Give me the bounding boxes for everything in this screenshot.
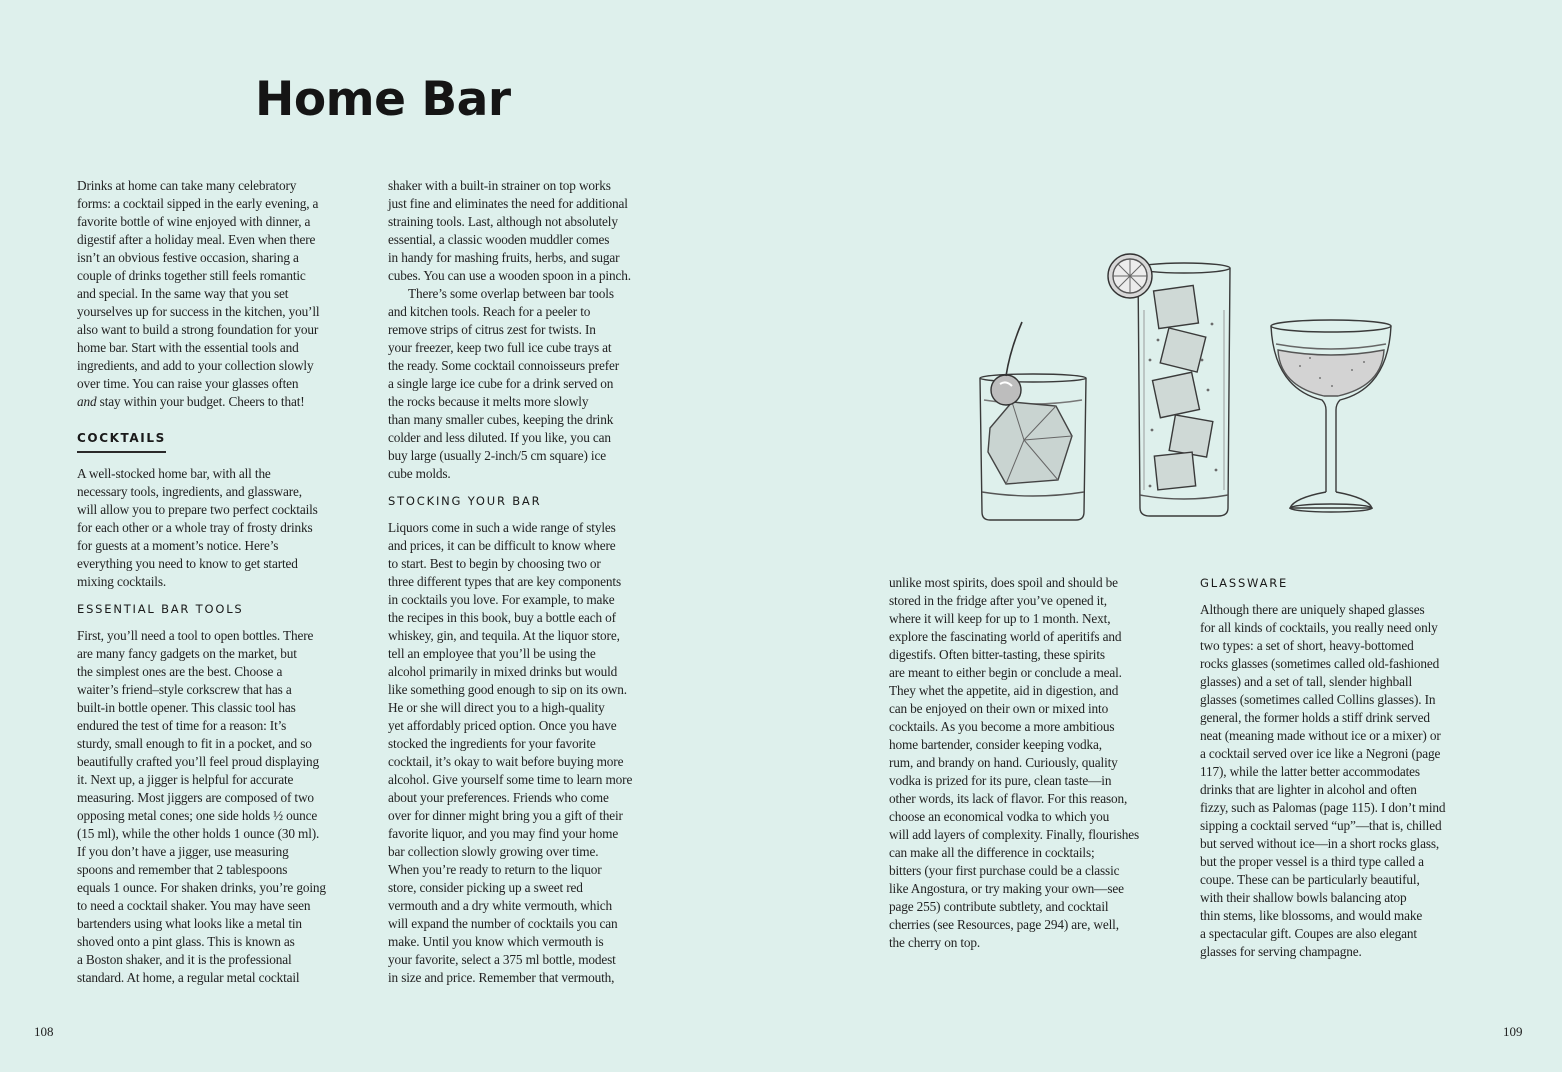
text-line: are meant to either begin or conclude a meal.	[889, 665, 1122, 680]
text-line: over time. You can raise your glasses often	[77, 376, 299, 391]
text-line: shaker with a built-in strainer on top works	[388, 178, 611, 193]
text-line: are many fancy gadgets on the market, but	[77, 646, 297, 661]
text-line: opposing metal cones; one side holds ½ ounce	[77, 808, 318, 823]
text-line: your favorite, select a 375 ml bottle, modest	[388, 952, 616, 967]
intro-emphasis: and	[77, 394, 97, 409]
text-line: drinks that are lighter in alcohol and often	[1200, 782, 1417, 797]
text-line: spoons and remember that 2 tablespoons	[77, 862, 288, 877]
essential-bar-tools-heading: ESSENTIAL BAR TOOLS	[77, 602, 244, 616]
text-line: just fine and eliminates the need for additional	[388, 196, 628, 211]
text-line: A well-stocked home bar, with all the	[77, 466, 271, 481]
text-line: rum, and brandy on hand. Curiously, quality	[889, 755, 1118, 770]
right-page-number: 109	[1503, 1024, 1523, 1039]
text-line: other words, its lack of flavor. For this reason,	[889, 791, 1128, 806]
text-line: will expand the number of cocktails you can	[388, 916, 618, 931]
text-line: thin stems, like blossoms, and would make	[1200, 908, 1423, 923]
text-line: home bar. Start with the essential tools and	[77, 340, 299, 355]
text-line: digestif after a holiday meal. Even when there	[77, 232, 316, 247]
intro-last-rest: stay within your budget. Cheers to that!	[96, 394, 305, 409]
text-line: If you don’t have a jigger, use measuring	[77, 844, 289, 859]
text-line: essential, a classic wooden muddler comes	[388, 232, 610, 247]
text-line: for all kinds of cocktails, you really need only	[1200, 620, 1438, 635]
text-line: choose an economical vodka to which you	[889, 809, 1110, 824]
text-line: general, the former holds a stiff drink served	[1200, 710, 1430, 725]
highball-glass-icon	[1108, 254, 1230, 516]
text-line: First, you’ll need a tool to open bottles. There	[77, 628, 314, 643]
text-line: glasses) and a set of tall, slender highball	[1200, 674, 1413, 689]
text-line: yet affordably priced option. Once you have	[388, 718, 617, 733]
text-line: store, consider picking up a sweet red	[388, 880, 583, 895]
text-line: the ready. Some cocktail connoisseurs prefer	[388, 358, 620, 373]
text-line: and special. In the same way that you set	[77, 286, 289, 301]
text-line: a Boston shaker, and it is the professional	[77, 952, 292, 967]
text-line: alcohol. Give yourself some time to learn more	[388, 772, 633, 787]
text-line: sturdy, small enough to fit in a pocket, and so	[77, 736, 312, 751]
text-line: Although there are uniquely shaped glasses	[1200, 602, 1425, 617]
text-line: cube molds.	[388, 466, 451, 481]
text-line: measuring. Most jiggers are composed of two	[77, 790, 314, 805]
bar-tools-paragraph	[77, 627, 369, 987]
text-line: than many smaller cubes, keeping the drink	[388, 412, 614, 427]
text-line: the cherry on top.	[889, 935, 981, 950]
text-line: like something good enough to sip on its own.	[388, 682, 627, 697]
spirits-paragraph	[889, 574, 1181, 952]
text-line: will add layers of complexity. Finally, flourishes	[889, 827, 1140, 842]
bar-tools-continued-paragraph	[388, 177, 680, 285]
text-line: and prices, it can be difficult to know where	[388, 538, 616, 553]
text-line: and kitchen tools. Reach for a peeler to	[388, 304, 591, 319]
text-line: cubes. You can use a wooden spoon in a pinch.	[388, 268, 631, 283]
text-line: for each other or a whole tray of frosty drinks	[77, 520, 313, 535]
text-line: to need a cocktail shaker. You may have seen	[77, 898, 311, 913]
text-line: glasses for serving champagne.	[1200, 944, 1362, 959]
text-line: beautifully crafted you’ll feel proud displaying	[77, 754, 320, 769]
cocktail-glasses-illustration	[960, 240, 1500, 540]
text-line: couple of drinks together still feels romantic	[77, 268, 306, 283]
text-line: cocktails. As you become a more ambitious	[889, 719, 1115, 734]
text-line: three different types that are key components	[388, 574, 621, 589]
text-line: They whet the appetite, aid in digestion, and	[889, 683, 1119, 698]
text-line: about your preferences. Friends who come	[388, 790, 609, 805]
text-line: Liquors come in such a wide range of styles	[388, 520, 616, 535]
cocktails-paragraph	[77, 465, 369, 591]
text-line: yourselves up for success in the kitchen, you’ll	[77, 304, 320, 319]
text-line: a spectacular gift. Coupes are also elegant	[1200, 926, 1417, 941]
text-line: remove strips of citrus zest for twists. In	[388, 322, 596, 337]
text-line: to start. Best to begin by choosing two or	[388, 556, 601, 571]
text-line: rocks glasses (sometimes called old-fashioned	[1200, 656, 1440, 671]
text-line: vodka is prized for its pure, clean taste—in	[889, 773, 1112, 788]
text-line: a single large ice cube for a drink served on	[388, 376, 614, 391]
text-line: mixing cocktails.	[77, 574, 167, 589]
text-line: shoved onto a pint glass. This is known as	[77, 934, 295, 949]
text-line: equals 1 ounce. For shaken drinks, you’re going	[77, 880, 326, 895]
text-line: sipping a cocktail served “up”—that is, chilled	[1200, 818, 1442, 833]
column-1	[77, 177, 369, 987]
text-line: ingredients, and add to your collection slowly	[77, 358, 314, 373]
text-line: fizzy, such as Palomas (page 115). I don’t mind	[1200, 800, 1446, 815]
column-2	[388, 177, 680, 987]
text-line: unlike most spirits, does spoil and should be	[889, 575, 1118, 590]
column-3	[889, 574, 1181, 952]
left-page-number: 108	[34, 1024, 54, 1039]
coupe-glass-icon	[1271, 320, 1391, 512]
text-line: stored in the fridge after you’ve opened it,	[889, 593, 1107, 608]
text-line: favorite bottle of wine enjoyed with dinner, a	[77, 214, 311, 229]
text-line: for guests at a moment’s notice. Here’s	[77, 538, 279, 553]
text-line: built-in bottle opener. This classic tool has	[77, 700, 296, 715]
glassware-paragraph	[1200, 601, 1492, 961]
text-line: where it will keep for up to 1 month. Next,	[889, 611, 1111, 626]
stocking-paragraph	[388, 519, 680, 987]
text-line: waiter’s friend–style corkscrew that has a	[77, 682, 292, 697]
text-line: whiskey, gin, and tequila. At the liquor store,	[388, 628, 620, 643]
text-line: digestifs. Often bitter-tasting, these spirits	[889, 647, 1105, 662]
text-line: the simplest ones are the best. Choose a	[77, 664, 283, 679]
text-line: forms: a cocktail sipped in the early evening, a	[77, 196, 319, 211]
text-line: your freezer, keep two full ice cube trays at	[388, 340, 612, 355]
text-line: endured the test of time for a reason: It’s	[77, 718, 287, 733]
text-line: bitters (your first purchase could be a classic	[889, 863, 1120, 878]
intro-last-line	[77, 393, 369, 411]
text-line: standard. At home, a regular metal cocktail	[77, 970, 300, 985]
text-line: neat (meaning made without ice or a mixer) or	[1200, 728, 1441, 743]
text-line: but the proper vessel is a third type called a	[1200, 854, 1424, 869]
text-line: everything you need to know to get started	[77, 556, 298, 571]
cocktails-heading: COCKTAILS	[77, 429, 166, 453]
text-line: in size and price. Remember that vermouth,	[388, 970, 615, 985]
text-line: like Angostura, or try making your own—see	[889, 881, 1124, 896]
text-line: two types: a set of short, heavy-bottomed	[1200, 638, 1414, 653]
text-line: favorite liquor, and you may find your home	[388, 826, 619, 841]
rocks-glass-icon	[980, 322, 1086, 520]
text-line: There’s some overlap between bar tools	[408, 286, 614, 301]
text-line: bartenders using what looks like a metal tin	[77, 916, 302, 931]
text-line: can make all the difference in cocktails;	[889, 845, 1095, 860]
text-line: He or she will direct you to a high-quality	[388, 700, 605, 715]
stocking-your-bar-heading: STOCKING YOUR BAR	[388, 494, 542, 508]
page-title: Home Bar	[255, 72, 511, 127]
text-line: a cocktail served over ice like a Negroni (page	[1200, 746, 1441, 761]
text-line: glasses (sometimes called Collins glasses). In	[1200, 692, 1436, 707]
text-line: coupe. These can be particularly beautiful,	[1200, 872, 1420, 887]
overlap-paragraph	[388, 285, 680, 483]
glassware-heading: GLASSWARE	[1200, 576, 1289, 590]
text-line: When you’re ready to return to the liquor	[388, 862, 602, 877]
text-line: in handy for mashing fruits, herbs, and sugar	[388, 250, 620, 265]
text-line: it. Next up, a jigger is helpful for accurate	[77, 772, 294, 787]
text-line: explore the fascinating world of aperitifs and	[889, 629, 1122, 644]
text-line: will allow you to prepare two perfect cocktails	[77, 502, 318, 517]
text-line: cherries (see Resources, page 294) are, well,	[889, 917, 1119, 932]
text-line: necessary tools, ingredients, and glassware,	[77, 484, 302, 499]
text-line: the recipes in this book, buy a bottle each of	[388, 610, 616, 625]
text-line: vermouth and a dry white vermouth, which	[388, 898, 613, 913]
text-line: but served without ice—in a short rocks glass,	[1200, 836, 1440, 851]
text-line: colder and less diluted. If you like, you can	[388, 430, 611, 445]
text-line: (15 ml), while the other holds 1 ounce (30 ml).	[77, 826, 320, 841]
text-line: over for dinner might bring you a gift of their	[388, 808, 623, 823]
text-line: the rocks because it melts more slowly	[388, 394, 589, 409]
text-line: bar collection slowly growing over time.	[388, 844, 599, 859]
text-line: buy large (usually 2-inch/5 cm square) ice	[388, 448, 606, 463]
text-line: cocktail, it’s okay to wait before buying more	[388, 754, 624, 769]
text-line: make. Until you know which vermouth is	[388, 934, 604, 949]
text-line: alcohol primarily in mixed drinks but would	[388, 664, 618, 679]
text-line: home bartender, consider keeping vodka,	[889, 737, 1102, 752]
text-line: tell an employee that you’ll be using the	[388, 646, 596, 661]
text-line: 117), while the latter better accommodates	[1200, 764, 1420, 779]
text-line: with their shallow bowls balancing atop	[1200, 890, 1407, 905]
text-line: can be enjoyed on their own or mixed into	[889, 701, 1109, 716]
text-line: page 255) contribute subtlety, and cocktail	[889, 899, 1109, 914]
column-4	[1200, 574, 1492, 961]
intro-paragraph	[77, 177, 369, 393]
text-line: straining tools. Last, although not absolutely	[388, 214, 618, 229]
text-line: stocked the ingredients for your favorite	[388, 736, 596, 751]
text-line: Drinks at home can take many celebratory	[77, 178, 297, 193]
text-line: isn’t an obvious festive occasion, sharing a	[77, 250, 299, 265]
text-line: in cocktails you love. For example, to make	[388, 592, 615, 607]
text-line: also want to build a strong foundation for your	[77, 322, 319, 337]
